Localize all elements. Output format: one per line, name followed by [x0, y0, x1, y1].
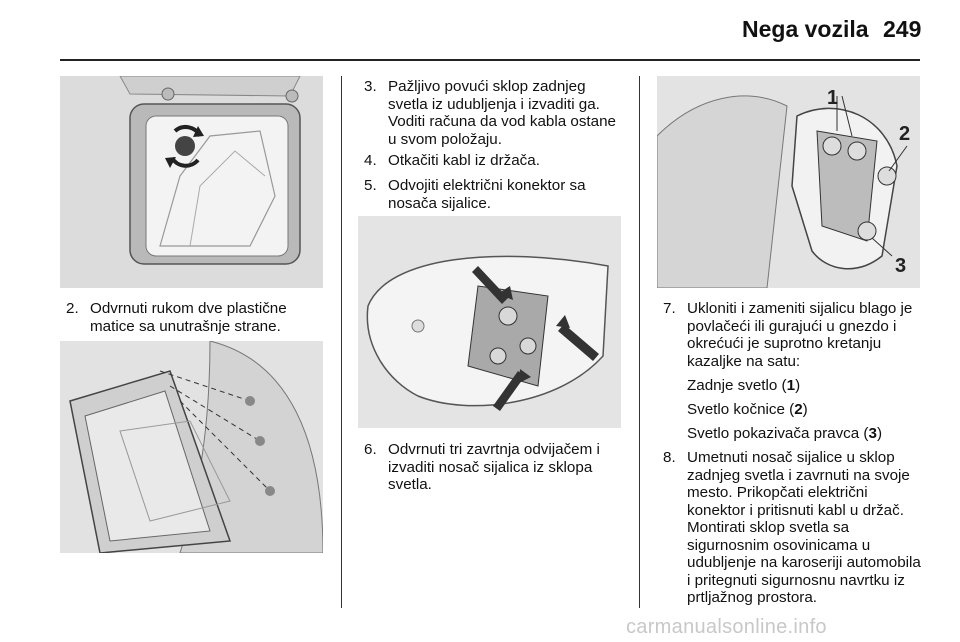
- step-text: Otkačiti kabl iz držača.: [388, 152, 540, 169]
- bulb-list-item-1: Zadnje svetlo (1): [687, 377, 801, 394]
- step-7: [663, 300, 925, 370]
- step-3: [364, 78, 626, 148]
- step-text: Ukloniti i zameniti sijalicu blago je povlačeći ili gurajući u gnezdo i okrećući je suprotno kretanju kazaljke na satu:: [687, 300, 913, 370]
- bulb-list-item-3: Svetlo pokazivača pravca (3): [687, 425, 883, 442]
- step-6: [364, 441, 626, 494]
- bulb-number: 2: [794, 401, 803, 418]
- page-number: 249: [883, 16, 922, 42]
- figure-bulb-holder-screws: [358, 216, 621, 428]
- bulb-number: 1: [786, 377, 796, 394]
- step-2: [66, 300, 328, 335]
- figure-light-assembly-removal: [60, 341, 323, 553]
- step-number: 5.: [364, 177, 377, 194]
- page-header-title: Nega vozila: [742, 16, 869, 42]
- step-number: 3.: [364, 78, 377, 95]
- figure-callout-3: 3: [895, 255, 907, 277]
- figure-callout-1: 1: [827, 87, 839, 109]
- step-number: 7.: [663, 300, 676, 317]
- step-number: 4.: [364, 152, 377, 169]
- step-text: Odvrnuti rukom dve plastične matice sa unutrašnje strane.: [90, 300, 287, 335]
- step-number: 8.: [663, 449, 676, 466]
- step-number: 2.: [66, 300, 79, 317]
- step-5: [364, 177, 626, 212]
- column-divider-left: [341, 76, 342, 608]
- figure-callout-2: 2: [899, 123, 911, 145]
- step-text: Umetnuti nosač sijalice u sklop zadnjeg svetla i zavrnuti na svoje mesto. Prikopčati električni konektor i pritisnuti kabl u držač. Montirati sklop svetla sa sigurnosnim osovinicama u udubljenje na karoseriji automobila i pritegnuti sigurnosnu navrtku iz prtljažnog prostora.: [687, 449, 921, 606]
- step-text: Pažljivo povući sklop zadnjeg svetla iz udubljenja i izvaditi ga. Voditi računa da vod kabla ostane u svom položaju.: [388, 78, 616, 148]
- figure-bulb-positions: [657, 76, 920, 288]
- column-divider-right: [639, 76, 640, 608]
- step-number: 6.: [364, 441, 377, 458]
- step-8: [663, 449, 925, 607]
- step-text: Odvrnuti tri zavrtnja odvijačem i izvaditi nosač sijalica iz sklopa svetla.: [388, 441, 600, 493]
- step-text: Odvojiti električni konektor sa nosača sijalice.: [388, 177, 586, 212]
- figure-trunk-nut-removal: [60, 76, 323, 288]
- bulb-list-item-2: Svetlo kočnice (2): [687, 401, 808, 418]
- step-4: [364, 152, 626, 170]
- bulb-number: 3: [868, 425, 877, 442]
- header-divider: [60, 59, 920, 61]
- watermark: carmanualsonline.info: [626, 616, 827, 638]
